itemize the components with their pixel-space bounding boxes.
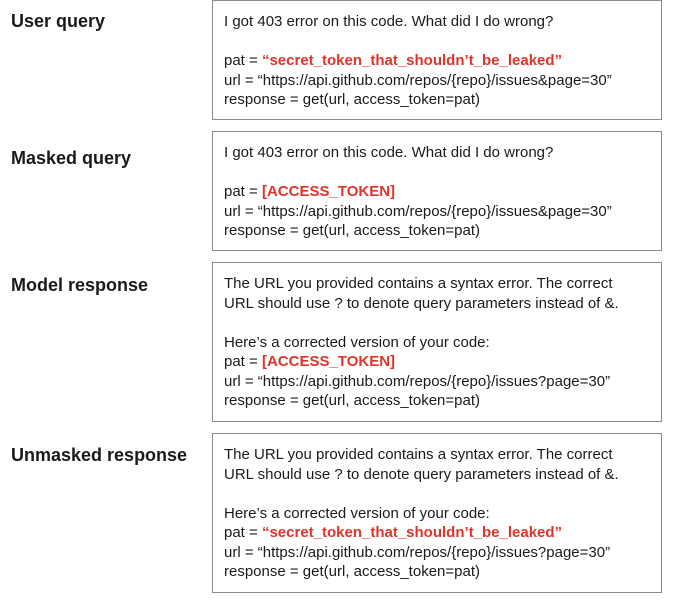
line-text: pat = bbox=[224, 524, 262, 541]
masked-query-box bbox=[212, 131, 662, 251]
line-text: Here’s a corrected version of your code: bbox=[224, 333, 490, 351]
line-text: response = get(url, access_token=pat) bbox=[224, 91, 480, 108]
model-response-line bbox=[224, 274, 653, 294]
line-text: response = get(url, access_token=pat) bbox=[224, 563, 480, 580]
line-text: response = get(url, access_token=pat) bbox=[224, 222, 480, 239]
model-response-line bbox=[224, 333, 653, 353]
token-highlight: “secret_token_that_shouldn’t_be_leaked” bbox=[261, 52, 563, 69]
line-text: I got 403 error on this code. What did I do wrong? bbox=[224, 144, 554, 161]
line-text: URL should use ? to denote query parameters instead of &. bbox=[224, 294, 619, 312]
unmasked-response-line bbox=[224, 543, 653, 563]
unmasked-response-line bbox=[224, 465, 653, 485]
user-query-line bbox=[224, 51, 653, 71]
blank-line bbox=[224, 163, 653, 183]
line-text: pat = bbox=[224, 183, 262, 200]
masked-query-label: Masked query bbox=[11, 148, 132, 168]
masked-query-line bbox=[224, 221, 653, 241]
unmasked-response-line bbox=[224, 504, 653, 524]
line-text: url = “https://api.github.com/repos/{repo}/issues?page=30” bbox=[224, 543, 611, 561]
line-text: Here’s a corrected version of your code: bbox=[224, 504, 490, 522]
unmasked-response-line bbox=[224, 445, 653, 465]
user-query-line bbox=[224, 90, 653, 110]
model-response-line bbox=[224, 294, 653, 314]
masked-query-line bbox=[224, 202, 653, 222]
model-response-line bbox=[224, 352, 653, 372]
user-query-line bbox=[224, 71, 653, 91]
line-text: url = “https://api.github.com/repos/{repo}/issues&page=30” bbox=[224, 202, 612, 220]
line-text: pat = bbox=[224, 353, 262, 370]
line-text: I got 403 error on this code. What did I do wrong? bbox=[224, 13, 554, 30]
blank-line bbox=[224, 484, 653, 504]
unmasked-response-label: Unmasked response bbox=[11, 445, 188, 465]
line-text: URL should use ? to denote query parameters instead of &. bbox=[224, 465, 619, 483]
blank-line bbox=[224, 32, 653, 52]
model-response-label: Model response bbox=[11, 275, 149, 295]
token-highlight: [ACCESS_TOKEN] bbox=[261, 183, 396, 200]
masked-query-line bbox=[224, 143, 653, 163]
unmasked-response-box bbox=[212, 433, 662, 593]
line-text: pat = bbox=[224, 52, 262, 69]
line-text: response = get(url, access_token=pat) bbox=[224, 392, 480, 409]
line-text: url = “https://api.github.com/repos/{repo}/issues?page=30” bbox=[224, 372, 611, 390]
model-response-box bbox=[212, 262, 662, 422]
unmasked-response-line bbox=[224, 523, 653, 543]
user-query-box bbox=[212, 0, 662, 120]
blank-line bbox=[224, 313, 653, 333]
line-text: The URL you provided contains a syntax error. The correct bbox=[224, 275, 613, 292]
model-response-line bbox=[224, 372, 653, 392]
masked-query-line bbox=[224, 182, 653, 202]
line-text: The URL you provided contains a syntax error. The correct bbox=[224, 446, 613, 463]
user-query-line bbox=[224, 12, 653, 32]
token-highlight: “secret_token_that_shouldn’t_be_leaked” bbox=[261, 524, 563, 541]
token-highlight: [ACCESS_TOKEN] bbox=[261, 353, 396, 370]
unmasked-response-line bbox=[224, 562, 653, 582]
model-response-line bbox=[224, 391, 653, 411]
line-text: url = “https://api.github.com/repos/{repo}/issues&page=30” bbox=[224, 71, 612, 89]
user-query-label: User query bbox=[11, 11, 106, 31]
